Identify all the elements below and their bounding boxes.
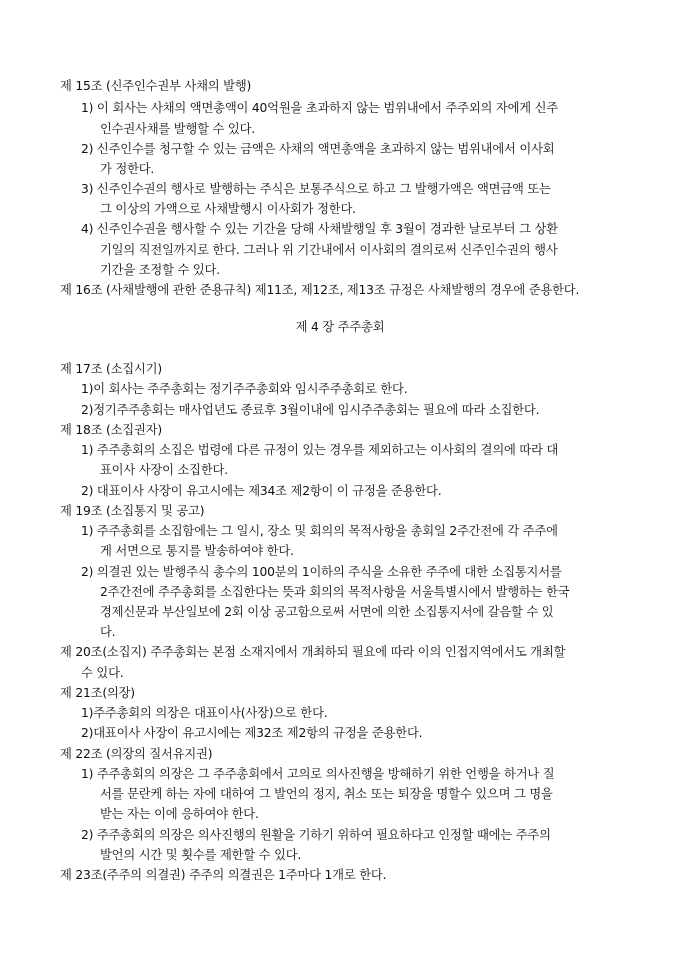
article-15-item-1: 1) 이 회사는 사채의 액면총액이 40억원을 초과하지 않는 범위내에서 주주외의 자에게 신주 <box>81 101 559 115</box>
article-22-item-1: 1) 주주총회의 의장은 그 주주총회에서 고의로 의사진행을 방해하기 위한 언행을 하거나 질 <box>81 767 555 781</box>
article-17-item-2: 2)정기주주총회는 매사업년도 종료후 3월이내에 임시주주총회는 필요에 따라 소집한다. <box>81 403 540 417</box>
article-17-item-1: 1)이 회사는 주주총회는 정기주주총회와 임시주주총회로 한다. <box>81 382 408 396</box>
article-15-item-3-cont: 그 이상의 가액으로 사채발행시 이사회가 정한다. <box>100 202 356 216</box>
article-23: 제 23조(주주의 의결권) 주주의 의결권은 1주마다 1개로 한다. <box>60 868 387 882</box>
article-21-title: 제 21조(의장) <box>60 686 135 700</box>
article-19-item-1-cont: 게 서면으로 통지를 발송하여야 한다. <box>100 544 294 558</box>
article-17-title: 제 17조 (소집시기) <box>60 362 162 376</box>
article-22-item-1-cont-1: 서를 문란케 하는 자에 대하여 그 발언의 정지, 취소 또는 퇴장을 명할수 있으며 그 명을 <box>100 787 553 801</box>
article-22-title: 제 22조 (의장의 질서유지권) <box>60 747 213 761</box>
article-15-item-4-cont-2: 기간을 조정할 수 있다. <box>100 263 220 277</box>
article-19-item-2-cont-3: 다. <box>100 625 116 639</box>
article-21-item-2: 2)대표이사 사장이 유고시에는 제32조 제2항의 규정을 준용한다. <box>81 726 423 740</box>
article-19-item-2-cont-2: 경제신문과 부산일보에 2회 이상 공고함으로써 서면에 의한 소집통지서에 갈음할 수 있 <box>100 605 554 619</box>
chapter-4-heading: 제 4 장 주주총회 <box>295 320 385 334</box>
article-22-item-1-cont-2: 받는 자는 이에 응하여야 한다. <box>100 807 259 821</box>
article-15-item-2: 2) 신주인수를 청구할 수 있는 금액은 사채의 액면총액을 초과하지 않는 범위내에서 이사회 <box>81 142 555 156</box>
article-15-item-4: 4) 신주인수권을 행사할 수 있는 기간을 당해 사채발행일 후 3월이 경과한 날로부터 그 상환 <box>81 222 558 236</box>
article-15-title: 제 15조 (신주인수권부 사채의 발행) <box>60 79 252 93</box>
article-16: 제 16조 (사채발행에 관한 준용규칙) 제11조, 제12조, 제13조 규정은 사채발행의 경우에 준용한다. <box>60 283 580 297</box>
article-18-item-2: 2) 대표이사 사장이 유고시에는 제34조 제2항이 이 규정을 준용한다. <box>81 484 442 498</box>
article-15-item-3: 3) 신주인수권의 행사로 발행하는 주식은 보통주식으로 하고 그 발행가액은 액면금액 또는 <box>81 182 551 196</box>
article-20: 제 20조(소집지) 주주총회는 본점 소재지에서 개최하되 필요에 따라 이의 인접지역에서도 개최할 <box>60 645 566 659</box>
article-22-item-2-cont: 발언의 시간 및 횟수를 제한할 수 있다. <box>100 848 302 862</box>
article-15-item-2-cont: 가 정한다. <box>100 162 155 176</box>
article-15-item-1-cont: 인수권사채를 발행할 수 있다. <box>100 122 255 136</box>
article-21-item-1: 1)주주총회의 의장은 대표이사(사장)으로 한다. <box>81 706 328 720</box>
article-19-item-2-cont-1: 2주간전에 주주총회를 소집한다는 뜻과 회의의 목적사항을 서울특별시에서 발행하는 한국 <box>100 585 570 599</box>
article-15-item-4-cont-1: 기일의 직전일까지로 한다. 그러나 위 기간내에서 이사회의 결의로써 신주인수권의 행사 <box>100 243 558 257</box>
article-22-item-2: 2) 주주총회의 의장은 의사진행의 원활을 기하기 위하여 필요하다고 인정할 때에는 주주의 <box>81 828 551 842</box>
article-19-title: 제 19조 (소집통지 및 공고) <box>60 504 205 518</box>
article-18-item-1: 1) 주주총회의 소집은 법령에 다른 규정이 있는 경우를 제외하고는 이사회의 결의에 따라 대 <box>81 443 559 457</box>
article-19-item-2: 2) 의결권 있는 발행주식 총수의 100분의 1이하의 주식을 소유한 주주에 대한 소집통지서를 <box>81 565 562 579</box>
article-19-item-1: 1) 주주총회를 소집함에는 그 일시, 장소 및 회의의 목적사항을 총회일 2주간전에 각 주주에 <box>81 524 558 538</box>
article-18-title: 제 18조 (소집권자) <box>60 423 162 437</box>
article-20-cont: 수 있다. <box>81 666 124 680</box>
article-18-item-1-cont: 표이사 사장이 소집한다. <box>100 463 228 477</box>
